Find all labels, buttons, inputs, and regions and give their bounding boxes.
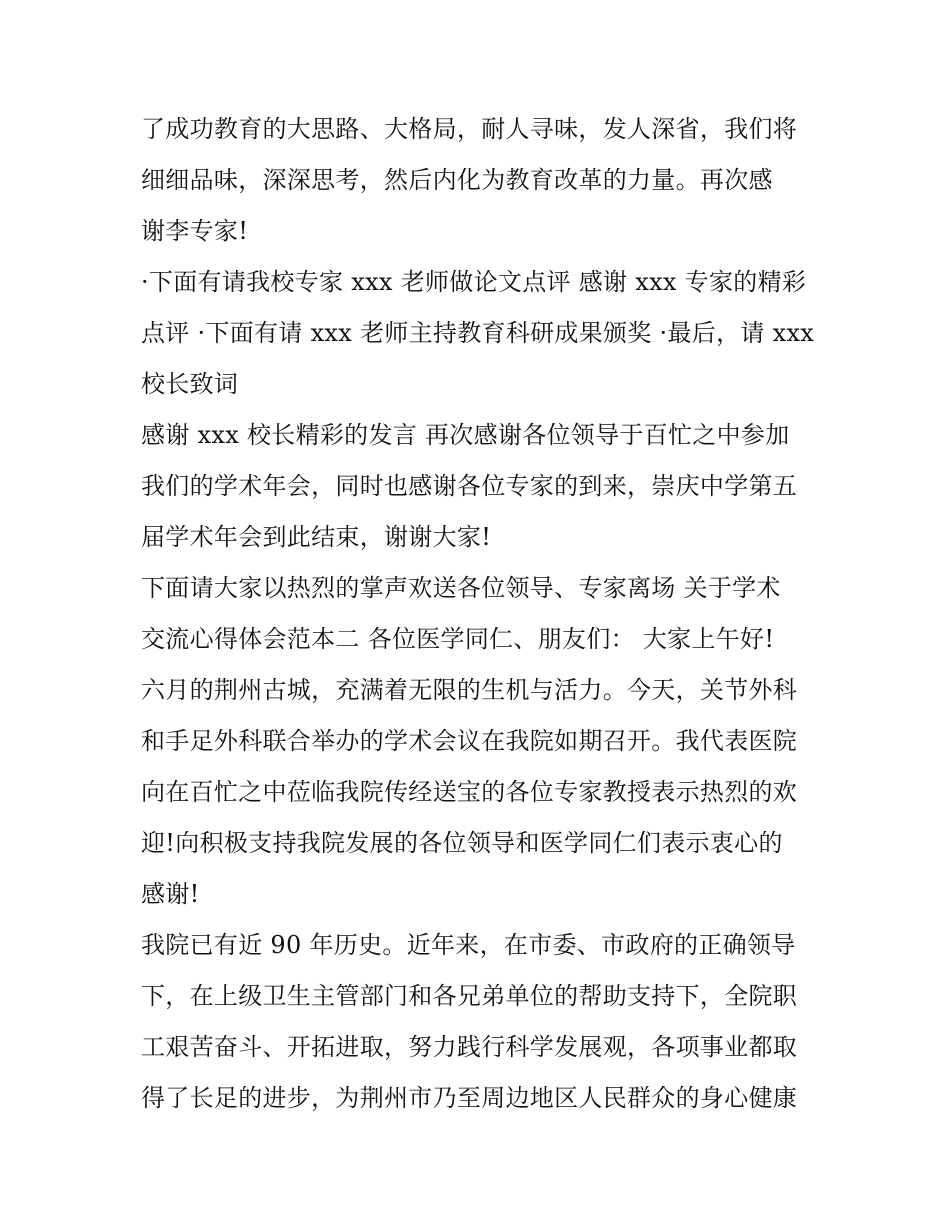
text-line: 向在百忙之中莅临我院传经送宝的各位专家教授表示热烈的欢 [141,778,798,806]
text-line: 感谢! [141,880,200,908]
text-line: 谢李专家! [141,217,249,245]
text-line: 交流心得体会范本二 各位医学同仁、朋友们： 大家上午好! [141,625,775,653]
text-line: 六月的荆州古城，充满着无限的生机与活力。今天，关节外科 [141,676,798,704]
text-line: 迎!向积极支持我院发展的各位领导和医学同仁们表示衷心的 [141,829,783,857]
text-line: 了成功教育的大思路、大格局，耐人寻味，发人深省，我们将 [141,115,798,143]
text-line: 点评 ·下面有请 xxx 老师主持教育科研成果颁奖 ·最后，请 xxx [141,319,815,347]
text-line: ·下面有请我校专家 xxx 老师做论文点评 感谢 xxx 专家的精彩 [141,268,807,296]
text-line: 届学术年会到此结束，谢谢大家! [141,523,492,551]
text-line: 得了长足的进步，为荆州市乃至周边地区人民群众的身心健康 [141,1084,798,1112]
text-line: 我院已有近 90 年历史。近年来，在市委、市政府的正确领导 [141,931,796,959]
text-line: 细细品味，深深思考，然后内化为教育改革的力量。再次感 [141,166,773,194]
text-line: 我们的学术年会，同时也感谢各位专家的到来，崇庆中学第五 [141,472,798,500]
text-line: 下，在上级卫生主管部门和各兄弟单位的帮助支持下，全院职 [141,982,798,1010]
text-line: 和手足外科联合举办的学术会议在我院如期召开。我代表医院 [141,727,798,755]
text-line: 校长致词 [141,370,239,398]
document-body [141,104,821,1124]
text-line: 感谢 xxx 校长精彩的发言 再次感谢各位领导于百忙之中参加 [141,421,790,449]
text-line: 工艰苦奋斗、开拓进取，努力践行科学发展观，各项事业都取 [141,1033,798,1061]
text-line: 下面请大家以热烈的掌声欢送各位领导、专家离场 关于学术 [141,574,781,602]
